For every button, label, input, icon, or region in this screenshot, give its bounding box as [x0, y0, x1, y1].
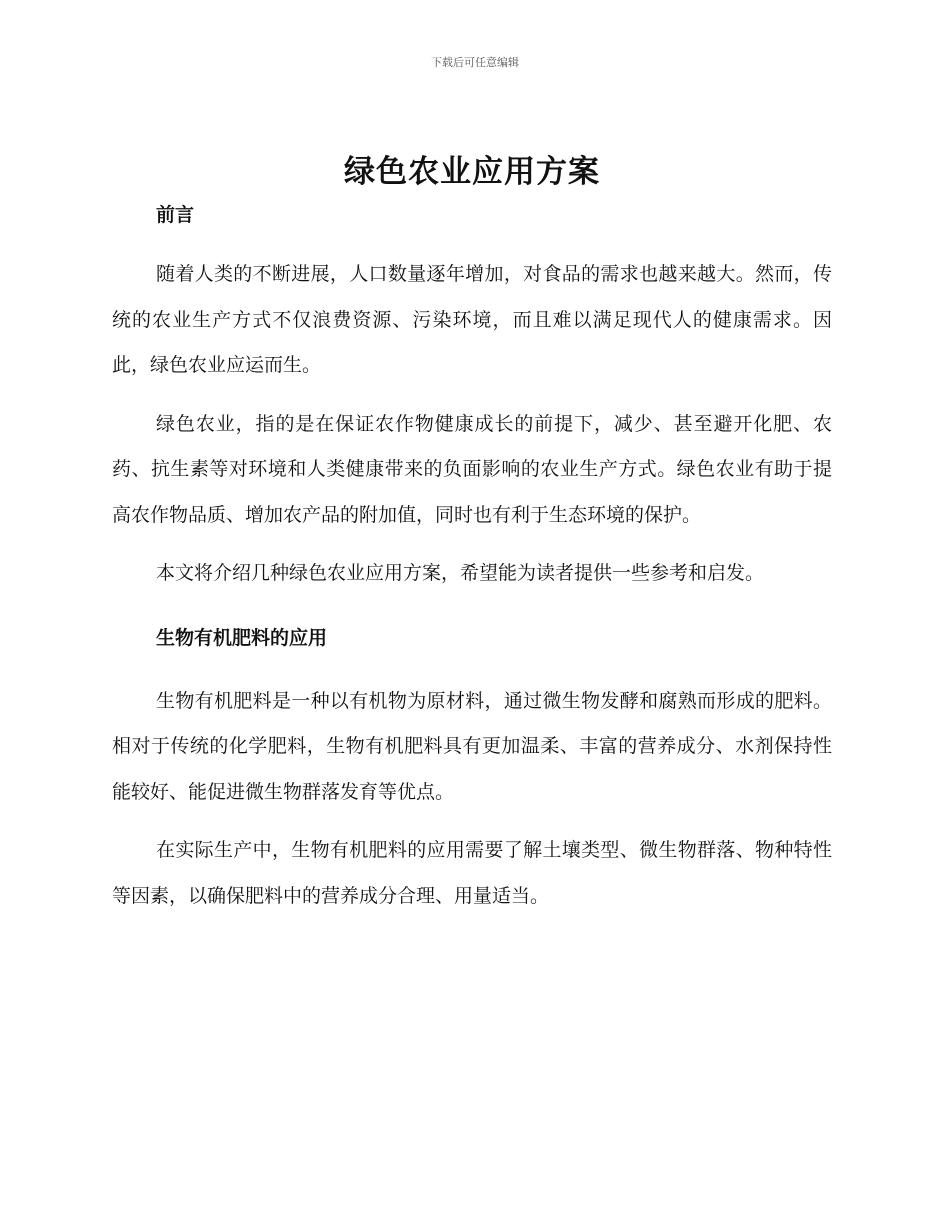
document-title: 绿色农业应用方案 [344, 154, 600, 190]
paragraph: 在实际生产中，生物有机肥料的应用需要了解土壤类型、微生物群落、物种特性等因素，以确保肥料中的营养成分合理、用量适当。 [112, 839, 832, 907]
paragraph: 绿色农业，指的是在保证农作物健康成长的前提下，减少、甚至避开化肥、农药、抗生素等对环境和人类健康带来的负面影响的农业生产方式。绿色农业有助于提高农作物品质、增加农产品的附加值，同时也有利于生态环境的保护。 [112, 412, 832, 526]
header-note: 下载后可任意编辑 [431, 56, 519, 69]
paragraph: 本文将介绍几种绿色农业应用方案，希望能为读者提供一些参考和启发。 [156, 562, 765, 584]
section-heading-preface: 前言 [156, 204, 195, 226]
section-heading-bio-fertilizer: 生物有机肥料的应用 [156, 626, 328, 649]
paragraph: 随着人类的不断进展，人口数量逐年增加，对食品的需求也越来越大。然而，传统的农业生产方式不仅浪费资源、污染环境，而且难以满足现代人的健康需求。因此，绿色农业应运而生。 [112, 263, 832, 376]
paragraph: 生物有机肥料是一种以有机物为原材料，通过微生物发酵和腐熟而形成的肥料。相对于传统的化学肥料，生物有机肥料具有更加温柔、丰富的营养成分、水剂保持性能较好、能促进微生物群落发育等优点。 [112, 689, 832, 803]
document-body [112, 150, 832, 932]
